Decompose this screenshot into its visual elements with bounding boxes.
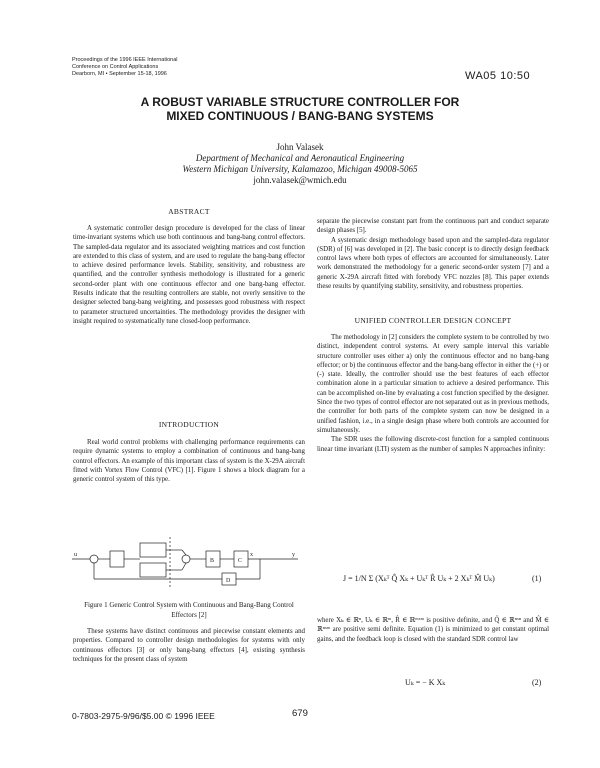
session-code: WA05 10:50 (465, 70, 531, 82)
introduction-paragraph-1: Real world control problems with challenging performance requirements can require dynamic systems to employ a combination of continuous and bang-bang control effectors. An example of this important class of system is the X-29A aircraft fitted with Vortex Flow Control (VFC) [1]. Figure 1 shows a block diagram for a generic control system of this type. (73, 439, 305, 484)
abstract-body (73, 224, 305, 326)
unified-heading: UNIFIED CONTROLLER DESIGN CONCEPT (354, 316, 512, 325)
paper-title-line-1: A ROBUST VARIABLE STRUCTURE CONTROLLER FOR (140, 95, 460, 109)
author-department: Department of Mechanical and Aeronautical Engineering (195, 153, 405, 163)
equation-2-number: (2) (532, 678, 542, 687)
introduction-body-cont (73, 627, 305, 664)
figure-label-x: x (250, 552, 253, 558)
continued-paragraph: separate the piecewise constant part from the continuous part and conduct separate design phases [5]. (317, 218, 549, 235)
figure-label-d: D (226, 578, 231, 584)
unified-paragraph-2: The SDR uses the following discrete-cost function for a sampled continuous linear time invariant (LTI) system as the number of samples N approaches infinity: (317, 436, 549, 453)
equation-1-number: (1) (532, 574, 542, 583)
equation-1: J = 1/N Σ (Xₖᵀ Q̂ Xₖ + Uₖᵀ R̂ Uₖ + 2 Xₖᵀ M̂ Uₖ) (343, 574, 495, 583)
abstract-text: A systematic controller design procedure is developed for the class of linear time-invariant systems which use both continuous and bang-bang control effectors. The sampled-data regulator and its associated weighting matrices and cost function are extended to this class of system, and are used to regulate the bang-bang effector to achieve desired performance levels. Stability, sensitivity, and robustness are quantified, and the controller synthesis methodology is illustrated for a generic second-order plant with one continuous effector and one bang-bang effector. Results indicate that the resulting controllers are stable, not overly sensitive to the designer selected bang-bang weighting, and possesses good robustness with respect to parameter structured uncertainties. The methodology provides the designer with insight required to systematically tune closed-loop performance. (73, 225, 305, 325)
proceedings-info (72, 57, 232, 78)
unified-paragraph-1: The methodology in [2] considers the complete system to be controlled by two distinct, independent control systems. At every sample interval this variable structure controller uses either a) only the continuous effector and no bang-bang effector; or b) the continuous effector and the bang-bang effector in either the (+) or (-) state. Ideally, the controller should use the best features of each effector combination alone in a particular situation to achieve a desired performance. This can be accomplished on-line by evaluating a cost function specified by the designer. Since the two types of control effector are not separated out as in previous methods, the controller for both parts of the complete system can now be designed in a unified fashion, i.e., in a single design phase where both controls are accounted for simultaneously. (317, 334, 549, 434)
proceedings-line-3: Dearborn, MI • September 15-18, 1996 (72, 71, 167, 77)
author-name: John Valasek (276, 142, 324, 152)
author-email: john.valasek@wmich.edu (253, 175, 347, 185)
proceedings-line-2: Conference on Control Applications (72, 64, 159, 70)
where-paragraph: where Xₖ ∈ ℝⁿ, Uₖ ∈ ℝᵐ, R̂ ∈ ℝᵐˣᵐ is positive definite, and Q̂ ∈ ℝⁿˣⁿ and M̂ ∈ ℝⁿˣᵐ are positive semi definite. Equation (1) is minimized to get constant optimal gains, and the feedback loop is closed with the standard SDR control law (317, 617, 549, 643)
figure-label-y: y (292, 552, 295, 558)
copyright-line: 0-7803-2975-9/96/$5.00 © 1996 IEEE (72, 711, 215, 721)
unified-body (317, 333, 549, 454)
figure-label-b: B (210, 558, 215, 564)
proceedings-line-1: Proceedings of the 1996 IEEE International (72, 57, 178, 63)
equation-explanation (317, 616, 549, 644)
introduction-body (73, 438, 305, 484)
right-column-top (317, 217, 549, 291)
block-diagram-figure (70, 537, 302, 593)
figure-label-u: u (74, 552, 77, 558)
abstract-heading: ABSTRACT (168, 207, 210, 216)
author-institution: Western Michigan University, Kalamazoo, Michigan 49008-5065 (182, 164, 418, 174)
figure-label-c: C (238, 558, 243, 564)
introduction-paragraph-2: These systems have distinct continuous and piecewise constant elements and properties. Compared to controller design methodologies for systems with only continuous effectors [3] or only bang-bang effectors [4], existing synthesis techniques for the present class of system (73, 628, 305, 663)
introduction-heading: INTRODUCTION (158, 420, 220, 429)
figure-caption: Figure 1 Generic Control System with Continuous and Bang-Bang Control Effectors [2] (84, 601, 294, 619)
equation-2: Uₖ = − K Xₖ (405, 678, 446, 687)
methodology-paragraph: A systematic design methodology based upon and the sampled-data regulator (SDR) of [6] was developed in [2]. The basic concept is to directly design feedback control laws where both types of effectors are accounted for simultaneously. Later work demonstrated the methodology for a generic second-order system [7] and a generic X-29A aircraft fitted with forebody VFC nozzles [8]. This paper extends these results by quantifying stability, sensitivity, and robustness properties. (317, 236, 549, 291)
paper-title-line-2: MIXED CONTINUOUS / BANG-BANG SYSTEMS (166, 109, 434, 123)
page-number: 679 (292, 708, 308, 719)
